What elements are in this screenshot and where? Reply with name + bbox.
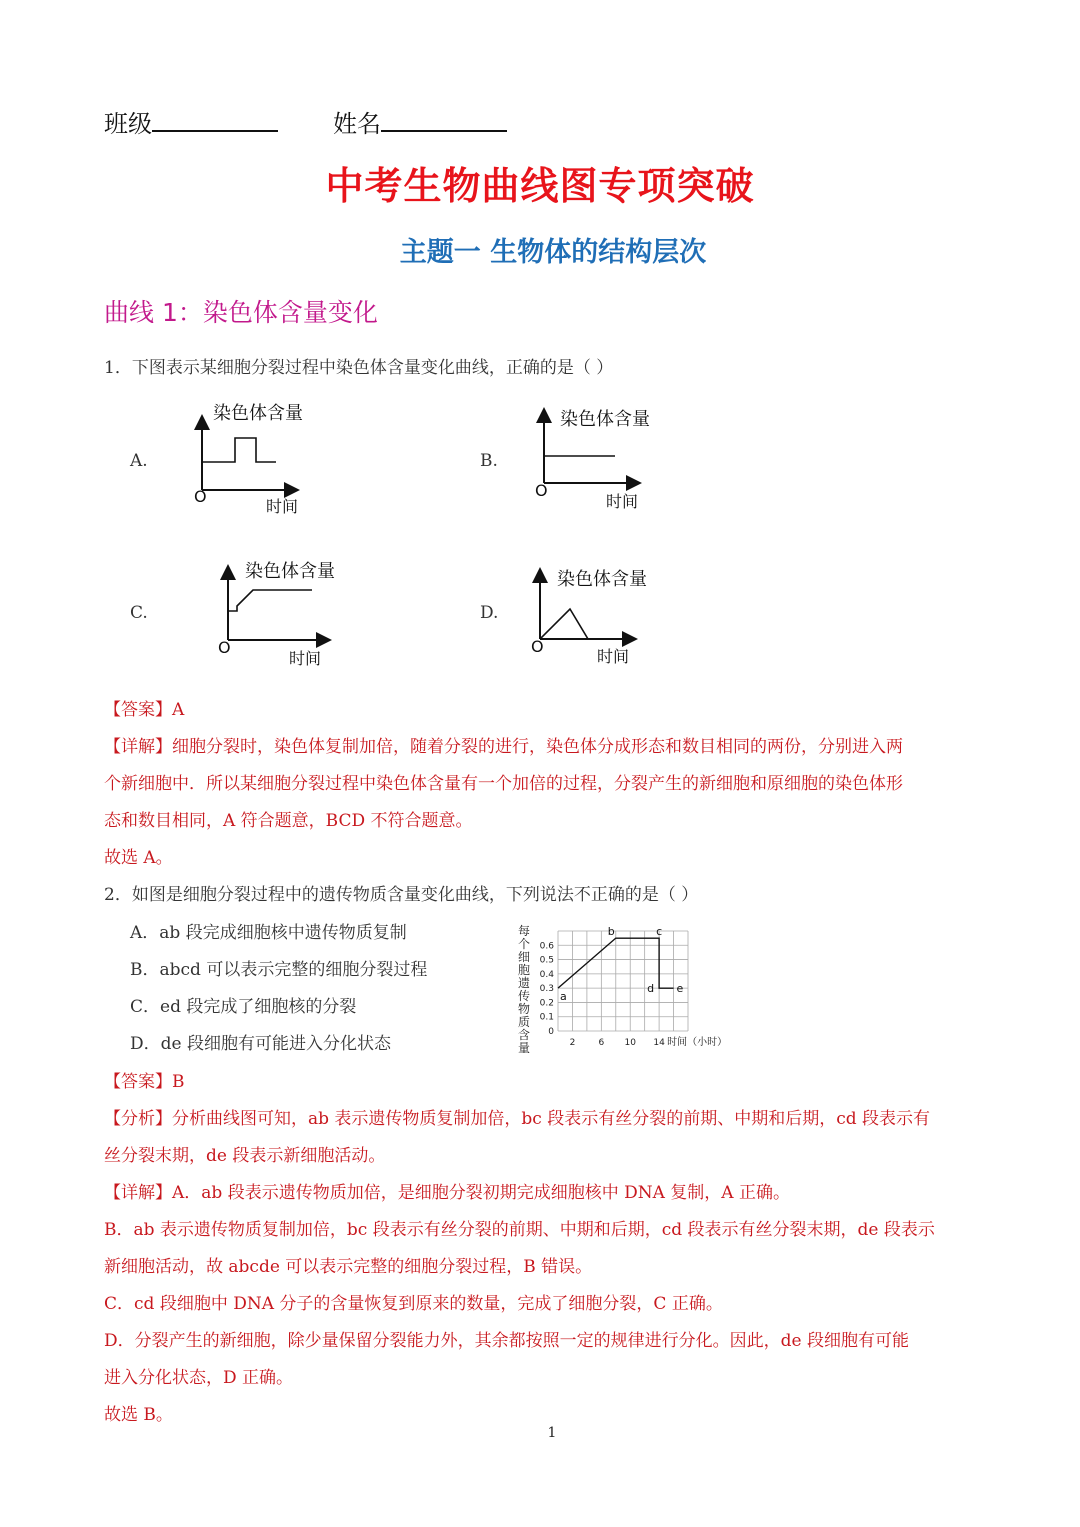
q2-explain-line-4: B．ab 表示遗传物质复制加倍，bc 段表示有丝分裂的前期、中期和后期，cd 段表示有丝分裂末期，de 段表示: [104, 1220, 935, 1240]
q2-explain-line-1: 【分析】分析曲线图可知，ab 表示遗传物质复制加倍，bc 段表示有丝分裂的前期、中期和后期，cd 段表示有: [104, 1109, 931, 1129]
y-tick-label: 0.2: [539, 998, 554, 1009]
q1-c-ylabel: 染色体含量: [245, 561, 335, 582]
x-tick-label: 14: [653, 1038, 665, 1048]
name-field: [333, 104, 507, 139]
q1-stem: 1．下图表示某细胞分裂过程中染色体含量变化曲线，正确的是（ ）: [104, 358, 614, 378]
q2-option-d: D．de 段细胞有可能进入分化状态: [130, 1034, 391, 1054]
point-labels: [560, 925, 684, 1003]
q1-detail-line-2: 个新细胞中．所以某细胞分裂过程中染色体含量有一个加倍的过程，分裂产生的新细胞和原细胞的染色体形: [104, 774, 903, 794]
q1-answer: 【答案】A: [104, 700, 185, 720]
x-tick-label: 6: [598, 1038, 605, 1048]
q2-explain-line-2: 丝分裂末期，de 段表示新细胞活动。: [104, 1146, 386, 1166]
q1-b-origin: O: [535, 481, 548, 500]
q2-explain-line-3: 【详解】A．ab 段表示遗传物质加倍，是细胞分裂初期完成细胞核中 DNA 复制，A 正确。: [104, 1183, 790, 1203]
q1-graph-b: [522, 405, 642, 495]
q2-explain-line-7: D．分裂产生的新细胞，除少量保留分裂能力外，其余都按照一定的规律进行分化。因此，de 段细胞有可能: [104, 1331, 909, 1351]
y-tick-label: 0: [548, 1027, 554, 1037]
y-tick-label: 0.5: [539, 955, 554, 966]
class-label: 班级: [104, 110, 152, 138]
name-blank: [381, 108, 507, 132]
q1-option-b-letter: B.: [480, 451, 498, 471]
q1-detail-line-3: 态和数目相同，A 符合题意，BCD 不符合题意。: [104, 811, 473, 831]
q2-option-c: C．ed 段完成了细胞核的分裂: [130, 997, 357, 1017]
q2-explain-line-9: 故选 B。: [104, 1405, 173, 1425]
page-title: 中考生物曲线图专项突破: [325, 164, 755, 208]
q2-answer: 【答案】B: [104, 1072, 185, 1092]
point-label-c: c: [656, 925, 663, 939]
q1-d-xlabel: 时间: [597, 647, 630, 666]
q1-a-xlabel: 时间: [266, 497, 299, 516]
q1-graph-a: [180, 410, 300, 500]
y-tick-label: 0.3: [539, 984, 554, 995]
class-blank: [152, 108, 278, 132]
curve-a: [202, 438, 276, 462]
q2-stem: 2．如图是细胞分裂过程中的遗传物质含量变化曲线，下列说法不正确的是（ ）: [104, 885, 699, 905]
q1-detail-line-4: 故选 A。: [104, 848, 173, 868]
q1-a-ylabel: 染色体含量: [213, 403, 303, 424]
point-label-b: b: [607, 925, 615, 939]
q1-detail-line-1: 【详解】细胞分裂时，染色体复制加倍，随着分裂的进行，染色体分成形态和数目相同的两份，分别进入两: [104, 737, 903, 757]
class-field: [104, 104, 278, 139]
page-number: 1: [547, 1425, 557, 1441]
q2-explain-line-5: 新细胞活动，故 abcde 可以表示完整的细胞分裂过程，B 错误。: [104, 1257, 593, 1277]
q2-option-b: B．abcd 可以表示完整的细胞分裂过程: [130, 960, 428, 980]
x-tick-label: 2: [569, 1038, 576, 1048]
curve-heading: 曲线 1：染色体含量变化: [104, 298, 378, 327]
q2-explain-line-8: 进入分化状态，D 正确。: [104, 1368, 294, 1388]
q2-chart-ylabel: 每个细胞遗传物质含量: [518, 924, 531, 1055]
point-label-a: a: [560, 990, 567, 1004]
q2-option-a: A．ab 段完成细胞核中遗传物质复制: [130, 923, 407, 943]
x-tick-label: 10: [624, 1038, 636, 1048]
q1-option-c-letter: C.: [130, 603, 148, 623]
q1-c-origin: O: [218, 638, 231, 657]
q1-graph-d: [518, 567, 638, 647]
x-tick-labels: [570, 1038, 666, 1048]
q1-a-origin: O: [194, 487, 207, 506]
q1-option-a-letter: A.: [130, 451, 148, 471]
point-label-e: e: [676, 982, 684, 996]
y-tick-label: 0.1: [539, 1012, 554, 1023]
point-label-d: d: [647, 982, 655, 996]
q1-graph-c: [206, 560, 336, 650]
chart-grid: [558, 931, 688, 1031]
section-subtitle: 主题一 生物体的结构层次: [399, 237, 707, 268]
q1-b-xlabel: 时间: [606, 492, 639, 511]
name-label: 姓名: [333, 110, 381, 138]
curve-d: [540, 609, 588, 639]
q1-d-ylabel: 染色体含量: [557, 569, 647, 590]
y-tick-label: 0.6: [539, 941, 554, 952]
q1-d-origin: O: [531, 637, 544, 656]
q1-option-d-letter: D.: [480, 603, 499, 623]
curve-c: [228, 590, 312, 611]
x-axis-label: 时间（小时）: [667, 1037, 728, 1048]
y-tick-labels: [540, 941, 555, 1037]
q2-explain-line-6: C．cd 段细胞中 DNA 分子的含量恢复到原来的数量，完成了细胞分裂，C 正确。: [104, 1294, 723, 1314]
q1-b-ylabel: 染色体含量: [560, 409, 650, 430]
y-tick-label: 0.4: [539, 969, 554, 980]
q2-chart: [538, 925, 748, 1055]
q1-c-xlabel: 时间: [289, 649, 322, 668]
